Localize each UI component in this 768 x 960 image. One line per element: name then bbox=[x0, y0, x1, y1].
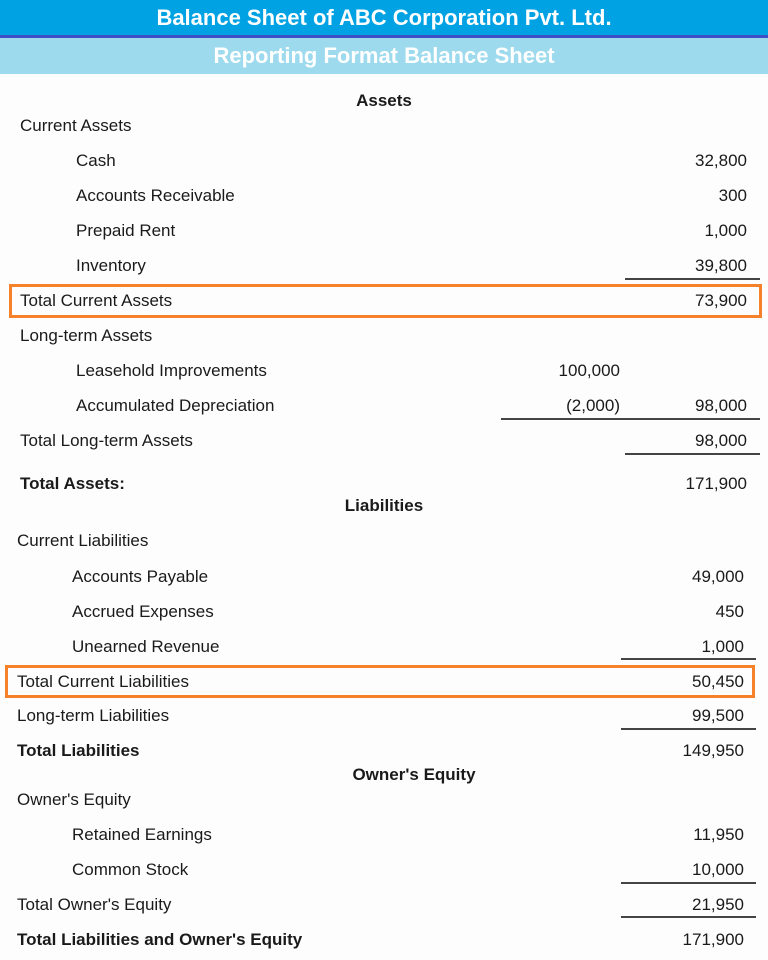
total-value: 73,900 bbox=[695, 291, 747, 310]
table-row bbox=[0, 143, 768, 178]
total-label: Total Current Liabilities bbox=[17, 672, 189, 691]
total-label: Total Current Assets bbox=[20, 291, 173, 310]
line-item-value: 11,950 bbox=[693, 825, 744, 844]
line-item-value: 98,000 bbox=[695, 396, 747, 415]
line-item-value: 1,000 bbox=[704, 221, 747, 240]
line-item-label: Inventory bbox=[76, 256, 146, 275]
line-item-label: Accounts Receivable bbox=[76, 186, 235, 205]
subtotal-rule bbox=[621, 882, 756, 884]
table-row bbox=[0, 353, 768, 388]
total-current-assets-row bbox=[0, 283, 768, 318]
subtotal-rule bbox=[621, 658, 756, 660]
line-item-sub-value: 100,000 bbox=[558, 361, 620, 380]
line-item-label: Prepaid Rent bbox=[76, 221, 176, 240]
line-item-value: 32,800 bbox=[695, 151, 747, 170]
table-row bbox=[0, 213, 768, 248]
section-label: Owner's Equity bbox=[17, 790, 131, 809]
page-subtitle: Reporting Format Balance Sheet bbox=[0, 38, 768, 74]
subtotal-rule bbox=[625, 278, 760, 280]
total-value: 171,900 bbox=[682, 930, 744, 949]
line-item-label: Common Stock bbox=[72, 860, 189, 879]
total-value: 149,950 bbox=[682, 741, 744, 760]
line-item-label: Accumulated Depreciation bbox=[76, 396, 275, 415]
subtotal-rule bbox=[621, 916, 756, 918]
table-row bbox=[0, 817, 768, 852]
equity-heading: Owner's Equity bbox=[352, 765, 476, 784]
grand-total-row bbox=[0, 922, 768, 957]
section-label: Current Assets bbox=[20, 116, 132, 135]
subtotal-rule bbox=[621, 728, 756, 730]
total-label: Total Assets: bbox=[20, 474, 125, 493]
total-label: Total Long-term Assets bbox=[20, 431, 193, 450]
total-liabilities-row bbox=[0, 733, 768, 768]
total-value: 50,450 bbox=[692, 672, 744, 691]
line-item-label: Retained Earnings bbox=[72, 825, 212, 844]
line-item-value: 1,000 bbox=[701, 637, 744, 656]
subtotal-rule bbox=[625, 453, 760, 455]
line-item-label: Cash bbox=[76, 151, 116, 170]
line-item-value: 300 bbox=[718, 186, 747, 205]
assets-heading: Assets bbox=[356, 91, 412, 110]
total-value: 98,000 bbox=[695, 431, 747, 450]
table-row bbox=[0, 178, 768, 213]
total-label: Total Owner's Equity bbox=[17, 895, 172, 914]
total-value: 171,900 bbox=[685, 474, 747, 493]
line-item-label: Accounts Payable bbox=[72, 567, 209, 586]
line-item-label: Unearned Revenue bbox=[72, 637, 220, 656]
line-item-value: 39,800 bbox=[695, 256, 747, 275]
table-row bbox=[0, 559, 768, 594]
current-assets-header bbox=[0, 108, 768, 143]
line-item-value: 49,000 bbox=[692, 567, 744, 586]
line-item-label: Long-term Liabilities bbox=[17, 706, 170, 725]
table-row bbox=[0, 594, 768, 629]
total-current-liabilities-row bbox=[0, 664, 768, 699]
line-item-label: Accrued Expenses bbox=[72, 602, 214, 621]
subtotal-rule bbox=[501, 418, 760, 420]
long-term-assets-header bbox=[0, 318, 768, 353]
line-item-sub-value: (2,000) bbox=[566, 396, 620, 415]
line-item-label: Leasehold Improvements bbox=[76, 361, 267, 380]
owners-equity-header bbox=[0, 782, 768, 817]
line-item-value: 10,000 bbox=[692, 860, 744, 879]
liabilities-heading: Liabilities bbox=[344, 496, 424, 515]
total-label: Total Liabilities and Owner's Equity bbox=[17, 930, 303, 949]
line-item-value: 99,500 bbox=[692, 706, 744, 725]
line-item-value: 450 bbox=[715, 602, 744, 621]
section-label: Current Liabilities bbox=[17, 531, 149, 550]
total-label: Total Liabilities bbox=[17, 741, 140, 760]
page-title: Balance Sheet of ABC Corporation Pvt. Ltd. bbox=[0, 0, 768, 35]
section-label: Long-term Assets bbox=[20, 326, 153, 345]
current-liabilities-header bbox=[0, 523, 768, 558]
total-value: 21,950 bbox=[692, 895, 744, 914]
